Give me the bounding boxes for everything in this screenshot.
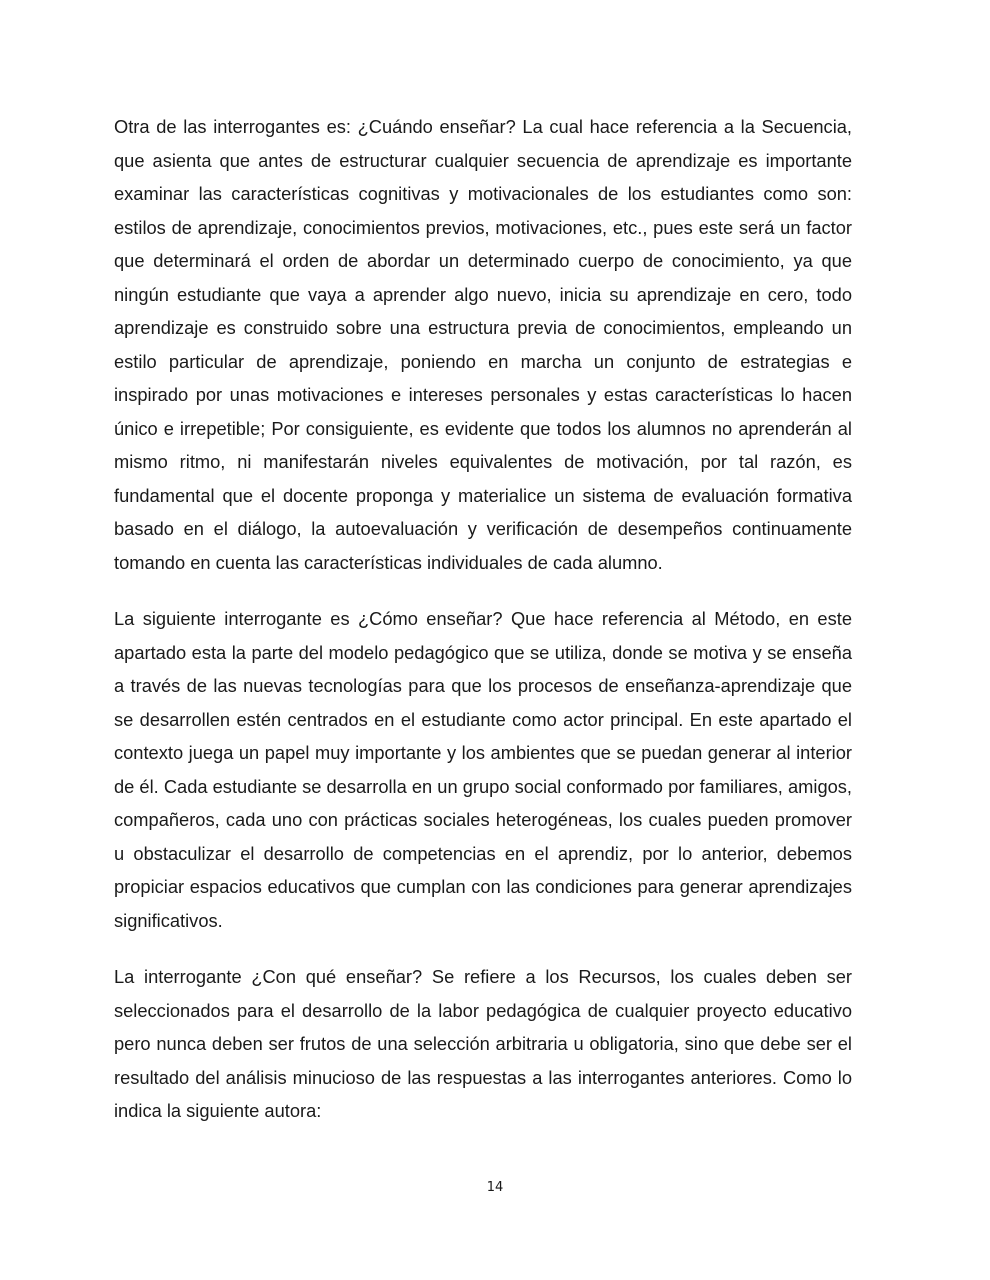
page-number: 14 <box>486 1180 504 1195</box>
paragraph-with-what-to-teach: La interrogante ¿Con qué enseñar? Se refiere a los Recursos, los cuales deben ser seleccionados para el desarrollo de la labor pedagógica de cualquier proyecto educativo pero nunca deben ser frutos de una selección arbitraria u obligatoria, sino que debe ser el resultado del análisis minucioso de las respuestas a las interrogantes anteriores. Como lo indica la siguiente autora: <box>114 966 852 1121</box>
paragraph-when-to-teach: Otra de las interrogantes es: ¿Cuándo enseñar? La cual hace referencia a la Secuencia, que asienta que antes de estructurar cualquier secuencia de aprendizaje es importante examinar las características cognitivas y motivacionales de los estudiantes como son: estilos de aprendizaje, conocimientos previos, motivaciones, etc., pues este será un factor que determinará el orden de abordar un determinado cuerpo de conocimiento, ya que ningún estudiante que vaya a aprender algo nuevo, inicia su aprendizaje en cero, todo aprendizaje es construido sobre una estructura previa de conocimientos, empleando un estilo particular de aprendizaje, poniendo en marcha un conjunto de estrategias e inspirado por unas motivaciones e intereses personales y estas características lo hacen único e irrepetible; Por consiguiente, es evidente que todos los alumnos no aprenderán al mismo ritmo, ni manifestarán niveles equivalentes de motivación, por tal razón, es fundamental que el docente proponga y materialice un sistema de evaluación formativa basado en el diálogo, la autoevaluación y verificación de desempeños continuamente tomando en cuenta las características individuales de cada alumno. <box>114 116 852 573</box>
body-text <box>114 110 852 1128</box>
paragraph-how-to-teach: La siguiente interrogante es ¿Cómo enseñar? Que hace referencia al Método, en este apartado esta la parte del modelo pedagógico que se utiliza, donde se motiva y se enseña a través de las nuevas tecnologías para que los procesos de enseñanza-aprendizaje que se desarrollen estén centrados en el estudiante como actor principal. En este apartado el contexto juega un papel muy importante y los ambientes que se puedan generar al interior de él. Cada estudiante se desarrolla en un grupo social conformado por familiares, amigos, compañeros, cada uno con prácticas sociales heterogéneas, los cuales pueden promover u obstaculizar el desarrollo de competencias en el aprendiz, por lo anterior, debemos propiciar espacios educativos que cumplan con las condiciones para generar aprendizajes significativos. <box>114 608 852 931</box>
